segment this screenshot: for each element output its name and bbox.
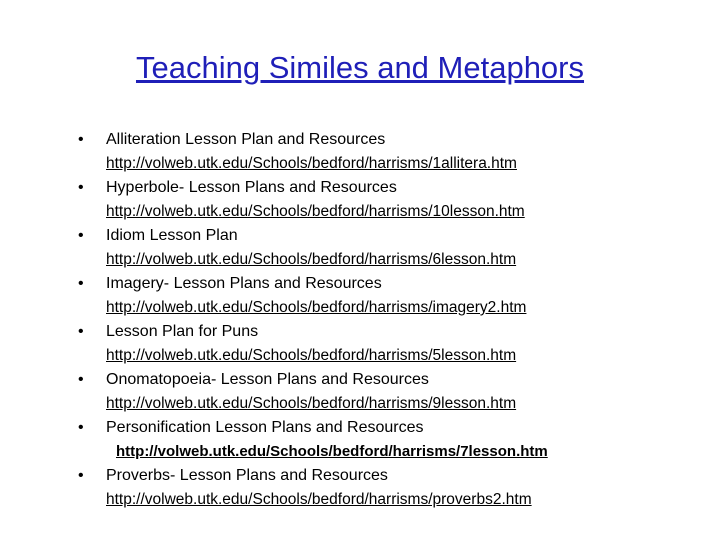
list-item xyxy=(78,368,698,416)
bullet-icon: • xyxy=(78,275,84,292)
list-item xyxy=(78,320,698,368)
resource-link[interactable]: http://volweb.utk.edu/Schools/bedford/harrisms/7lesson.htm xyxy=(116,443,548,460)
item-label: Proverbs- Lesson Plans and Resources xyxy=(106,467,388,484)
bullet-icon: • xyxy=(78,419,84,436)
list-item xyxy=(78,416,698,464)
resource-link[interactable]: http://volweb.utk.edu/Schools/bedford/harrisms/1allitera.htm xyxy=(106,155,517,172)
item-label: Onomatopoeia- Lesson Plans and Resources xyxy=(106,371,429,388)
list-item xyxy=(78,272,698,320)
item-label: Lesson Plan for Puns xyxy=(106,323,259,340)
resource-link[interactable]: http://volweb.utk.edu/Schools/bedford/harrisms/5lesson.htm xyxy=(106,347,517,364)
item-label: Alliteration Lesson Plan and Resources xyxy=(106,131,386,148)
bullet-icon: • xyxy=(78,371,84,388)
list-item xyxy=(78,176,698,224)
item-label: Personification Lesson Plans and Resources xyxy=(106,419,424,436)
bullet-icon: • xyxy=(78,323,84,340)
list-item xyxy=(78,224,698,272)
list-item xyxy=(78,464,698,512)
list-item xyxy=(78,128,698,176)
item-label: Imagery- Lesson Plans and Resources xyxy=(106,275,382,292)
resource-list xyxy=(78,128,698,512)
item-label: Hyperbole- Lesson Plans and Resources xyxy=(106,179,397,196)
resource-link[interactable]: http://volweb.utk.edu/Schools/bedford/harrisms/proverbs2.htm xyxy=(106,491,532,508)
item-label: Idiom Lesson Plan xyxy=(106,227,238,244)
resource-link[interactable]: http://volweb.utk.edu/Schools/bedford/harrisms/10lesson.htm xyxy=(106,203,525,220)
resource-link[interactable]: http://volweb.utk.edu/Schools/bedford/harrisms/imagery2.htm xyxy=(106,299,527,316)
bullet-icon: • xyxy=(78,131,84,148)
bullet-icon: • xyxy=(78,467,84,484)
resource-link[interactable]: http://volweb.utk.edu/Schools/bedford/harrisms/9lesson.htm xyxy=(106,395,517,412)
resource-link[interactable]: http://volweb.utk.edu/Schools/bedford/harrisms/6lesson.htm xyxy=(106,251,517,268)
bullet-icon: • xyxy=(78,227,84,244)
bullet-icon: • xyxy=(78,179,84,196)
slide-title: Teaching Similes and Metaphors xyxy=(135,50,585,85)
